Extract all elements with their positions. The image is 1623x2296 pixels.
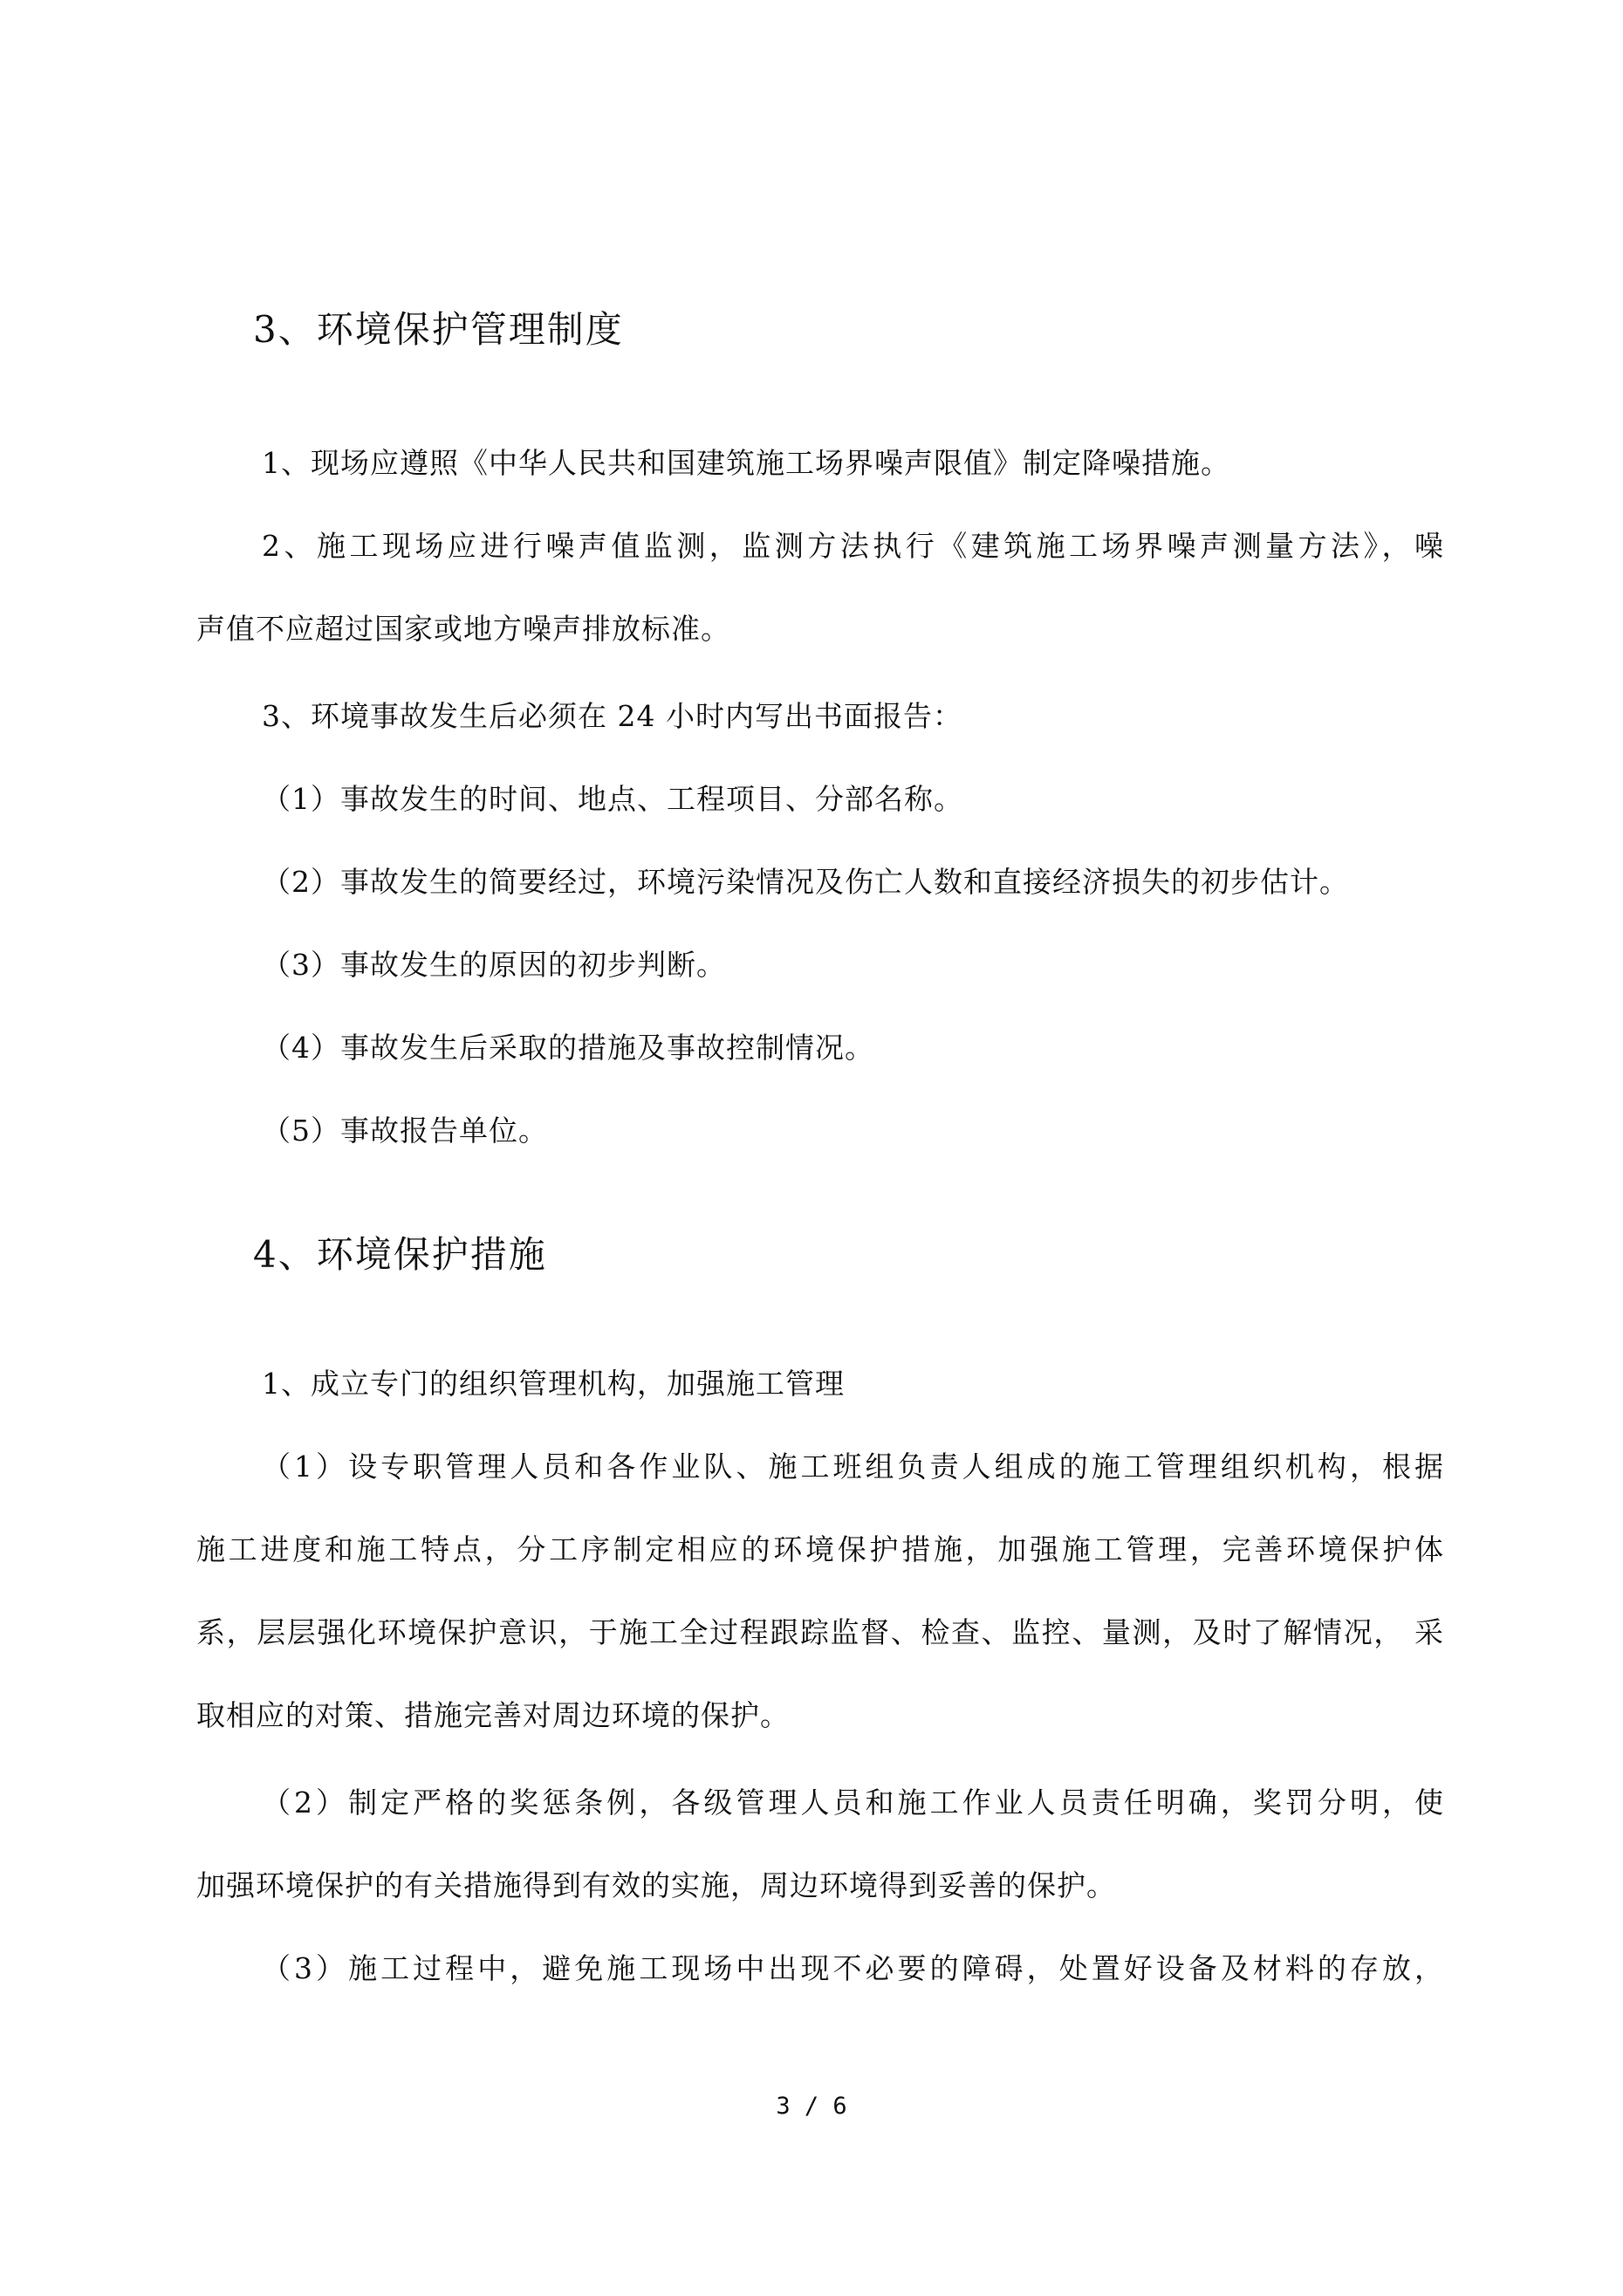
s4-subitem-1-line-1: （1）设专职管理人员和各作业队、施工班组负责人组成的施工管理组织机构，根据 — [262, 1450, 1444, 1484]
s4-subitem-1-line-2: 施工进度和施工特点，分工序制定相应的环境保护措施，加强施工管理，完善环境保护体 — [196, 1532, 1444, 1566]
s3-paragraph-3: 3、环境事故发生后必须在 24 小时内写出书面报告： — [262, 699, 962, 733]
s4-subitem-1-line-3: 系，层层强化环境保护意识，于施工全过程跟踪监督、检查、监控、量测，及时了解情况， 采 — [196, 1615, 1444, 1649]
s4-subitem-3-line-1: （3）施工过程中，避免施工现场中出现不必要的障碍，处置好设备及材料的存放， — [262, 1951, 1444, 1985]
s3-subitem-3: （3）事故发生的原因的初步判断。 — [262, 948, 726, 982]
s3-paragraph-2-line-2: 声值不应超过国家或地方噪声排放标准。 — [196, 612, 730, 646]
section-3-heading: 3、环境保护管理制度 — [253, 308, 624, 351]
s3-paragraph-1: 1、现场应遵照《中华人民共和国建筑施工场界噪声限值》制定降噪措施。 — [262, 446, 1230, 480]
s3-subitem-5: （5）事故报告单位。 — [262, 1114, 548, 1148]
s3-paragraph-2-line-1: 2、施工现场应进行噪声值监测，监测方法执行《建筑施工场界噪声测量方法》，噪 — [262, 529, 1444, 563]
s3-subitem-1: （1）事故发生的时间、地点、工程项目、分部名称。 — [262, 782, 963, 816]
s4-paragraph-1: 1、成立专门的组织管理机构，加强施工管理 — [262, 1367, 845, 1401]
s4-subitem-1-line-4: 取相应的对策、措施完善对周边环境的保护。 — [196, 1698, 790, 1732]
s3-subitem-4: （4）事故发生后采取的措施及事故控制情况。 — [262, 1031, 874, 1065]
s3-subitem-2: （2）事故发生的简要经过，环境污染情况及伤亡人数和直接经济损失的初步估计。 — [262, 865, 1349, 899]
section-4-heading: 4、环境保护措施 — [253, 1233, 547, 1276]
page-number: 3 / 6 — [776, 2093, 847, 2120]
s4-subitem-2-line-2: 加强环境保护的有关措施得到有效的实施，周边环境得到妥善的保护。 — [196, 1868, 1116, 1902]
s4-subitem-2-line-1: （2）制定严格的奖惩条例，各级管理人员和施工作业人员责任明确，奖罚分明，使 — [262, 1785, 1444, 1820]
